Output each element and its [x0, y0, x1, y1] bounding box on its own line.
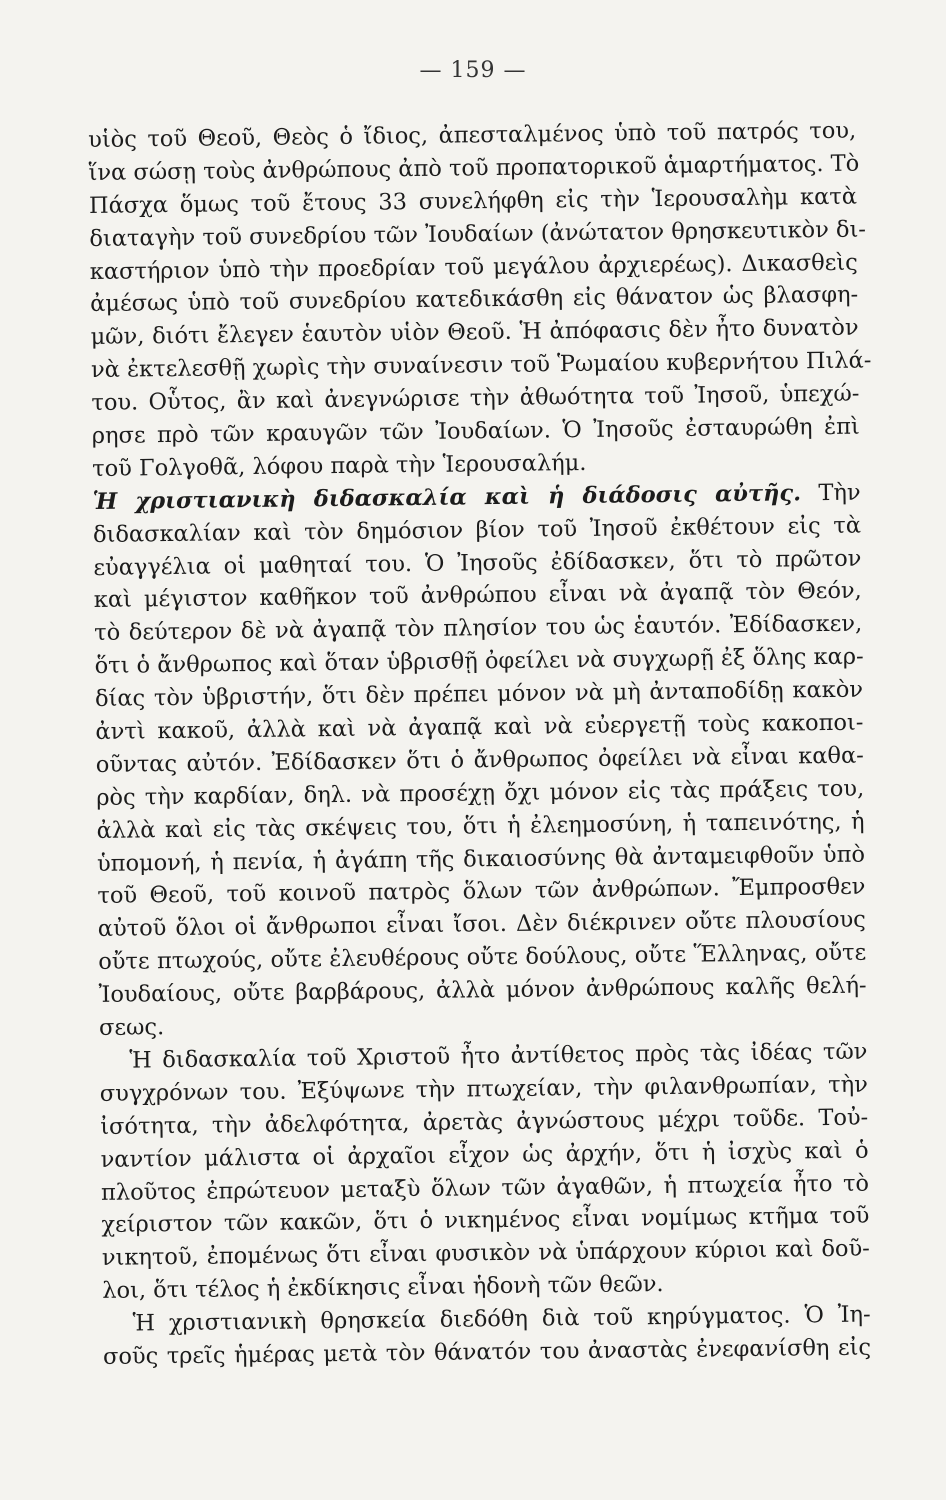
- heading-tail: Τὴν: [800, 479, 861, 507]
- text-line: λοι, ὅτι τέλος ἡ ἐκδίκησις εἶναι ἡδονὴ τῶν θεῶν.: [102, 1271, 664, 1305]
- text-line: του. Οὗτος, ἂν καὶ ἀνεγνώρισε τὴν ἀθωότητα τοῦ Ἰησοῦ, ὑπεχώ-: [91, 380, 860, 417]
- text-line: ἀλλὰ καὶ εἰς τὰς σκέψεις του, ὅτι ἡ ἐλεημοσύνη, ἡ ταπεινότης, ἡ: [96, 808, 865, 844]
- text-line: αὐτοῦ ὅλοι οἱ ἄνθρωποι εἶναι ἴσοι. Δὲν διέκρινεν οὔτε πλουσίους: [97, 906, 866, 943]
- text-line: καστήριον ὑπὸ τὴν προεδρίαν τοῦ μεγάλου ἀρχιερέως). Δικασθεὶς: [89, 249, 858, 285]
- text-line: νὰ ἐκτελεσθῇ χωρὶς τὴν συναίνεσιν τοῦ Ῥωμαίου κυβερνήτου Πιλά-: [90, 347, 872, 384]
- text-line: νικητοῦ, ἐπομένως ὅτι εἶναι φυσικὸν νὰ ὑπάρχουν κύριοι καὶ δοῦ-: [101, 1235, 870, 1272]
- text-line: υἱὸς τοῦ Θεοῦ, Θεὸς ὁ ἴδιος, ἀπεσταλμένος ὑπὸ τοῦ πατρός του,: [88, 117, 857, 153]
- text-line: σοῦς τρεῖς ἡμέρας μετὰ τὸν θάνατόν του ἀναστὰς ἐνεφανίσθη εἰς: [102, 1334, 872, 1370]
- text-line: συγχρόνων του. Ἐξύψωνε τὴν πτωχείαν, τὴν φιλανθρωπίαν, τὴν: [99, 1071, 868, 1107]
- text-line: ἀντὶ κακοῦ, ἀλλὰ καὶ νὰ ἀγαπᾷ καὶ νὰ εὐεργετῇ τοὺς κακοποι-: [95, 709, 864, 745]
- text-line: ἀμέσως ὑπὸ τοῦ συνεδρίου κατεδικάσθη εἰς θάνατον ὡς βλασφη-: [90, 282, 859, 318]
- text-line: καὶ μέγιστον καθῆκον τοῦ ἀνθρώπου εἶναι νὰ ἀγαπᾷ τὸν Θεόν,: [93, 578, 862, 614]
- text-line: οῦντας αὐτόν. Ἐδίδασκεν ὅτι ὁ ἄνθρωπος ὀφείλει νὰ εἶναι καθα-: [95, 742, 864, 778]
- page-number: — 159 —: [419, 58, 527, 83]
- text-line: ἵνα σώσῃ τοὺς ἀνθρώπους ἀπὸ τοῦ προπατορικοῦ ἁμαρτήματος. Τὸ: [88, 150, 860, 186]
- text-line: Ἰουδαίους, οὔτε βαρβάρους, ἀλλὰ μόνον ἀνθρώπους καλῆς θελή-: [98, 972, 867, 1009]
- text-line: χείριστον τῶν κακῶν, ὅτι ὁ νικημένος εἶναι νομίμως κτῆμα τοῦ: [101, 1202, 870, 1239]
- text-line: διαταγὴν τοῦ συνεδρίου τῶν Ἰουδαίων (ἀνώτατον θρησκευτικὸν δι-: [89, 216, 867, 252]
- text-line: μῶν, διότι ἔλεγεν ἑαυτὸν υἱὸν Θεοῦ. Ἡ ἀπόφασις δὲν ἦτο δυνατὸν: [90, 314, 859, 351]
- text-line: ὅτι ὁ ἄνθρωπος καὶ ὅταν ὑβρισθῇ ὀφείλει νὰ συγχωρῇ ἐξ ὅλης καρ-: [94, 643, 864, 680]
- section-heading: Ἡ χριστιανικὴ διδασκαλία καὶ ἡ διάδοσις αὐτῆς.: [92, 480, 802, 515]
- text-line: εὐαγγέλια οἱ μαθηταί του. Ὁ Ἰησοῦς ἐδίδασκεν, ὅτι τὸ πρῶτον: [93, 545, 862, 581]
- text-line: Ἡ χριστιανικὴ θρησκεία διεδόθη διὰ τοῦ κηρύγματος. Ὁ Ἰη-: [132, 1301, 871, 1337]
- text-line: Πάσχα ὅμως τοῦ ἔτους 33 συνελήφθη εἰς τὴν Ἱερουσαλὴμ κατὰ: [88, 183, 858, 219]
- text-line: δίας τὸν ὑβριστήν, ὅτι δὲν πρέπει μόνον νὰ μὴ ἀνταποδίδῃ κακὸν: [94, 676, 864, 713]
- text-line: ρὸς τὴν καρδίαν, δηλ. νὰ προσέχῃ ὄχι μόνον εἰς τὰς πράξεις του,: [96, 775, 865, 811]
- text-line: οὔτε πτωχούς, οὔτε ἐλευθέρους οὔτε δούλους, οὔτε Ἕλληνας, οὔτε: [98, 939, 867, 976]
- text-line: ὑπομονή, ἡ πενία, ἡ ἀγάπη τῆς δικαιοσύνης θὰ ἀνταμειφθοῦν ὑπὸ: [96, 841, 866, 877]
- text-line: Ἡ διδασκαλία τοῦ Χριστοῦ ἦτο ἀντίθετος πρὸς τὰς ἰδέας τῶν: [129, 1038, 868, 1074]
- text-line: τοῦ Γολγοθᾶ, λόφου παρὰ τὴν Ἱερουσαλήμ.: [92, 449, 587, 482]
- text-line: σεως.: [98, 1014, 165, 1041]
- body-text: [88, 115, 871, 1374]
- text-line: ναντίον μάλιστα οἱ ἀρχαῖοι εἶχον ὡς ἀρχήν, ὅτι ἡ ἰσχὺς καὶ ὁ: [100, 1137, 869, 1173]
- text-line: ἰσότητα, τὴν ἀδελφότητα, ἀρετὰς ἀγνώστους μέχρι τοῦδε. Τοὐ-: [100, 1104, 869, 1140]
- text-line: πλοῦτος ἐπρώτευον μεταξὺ ὅλων τῶν ἀγαθῶν, ἡ πτωχεία ἦτο τὸ: [100, 1170, 870, 1206]
- text-line: τοῦ Θεοῦ, τοῦ κοινοῦ πατρὸς ὅλων τῶν ἀνθρώπων. Ἔμπροσθεν: [97, 874, 866, 910]
- text-line: ρησε πρὸ τῶν κραυγῶν τῶν Ἰουδαίων. Ὁ Ἰησοῦς ἐσταυρώθη ἐπὶ: [91, 413, 860, 449]
- text-line: διδασκαλίαν καὶ τὸν δημόσιον βίον τοῦ Ἰησοῦ ἐκθέτουν εἰς τὰ: [92, 512, 862, 548]
- text-line: τὸ δεύτερον δὲ νὰ ἀγαπᾷ τὸν πλησίον του ὡς ἑαυτόν. Ἐδίδασκεν,: [94, 610, 863, 647]
